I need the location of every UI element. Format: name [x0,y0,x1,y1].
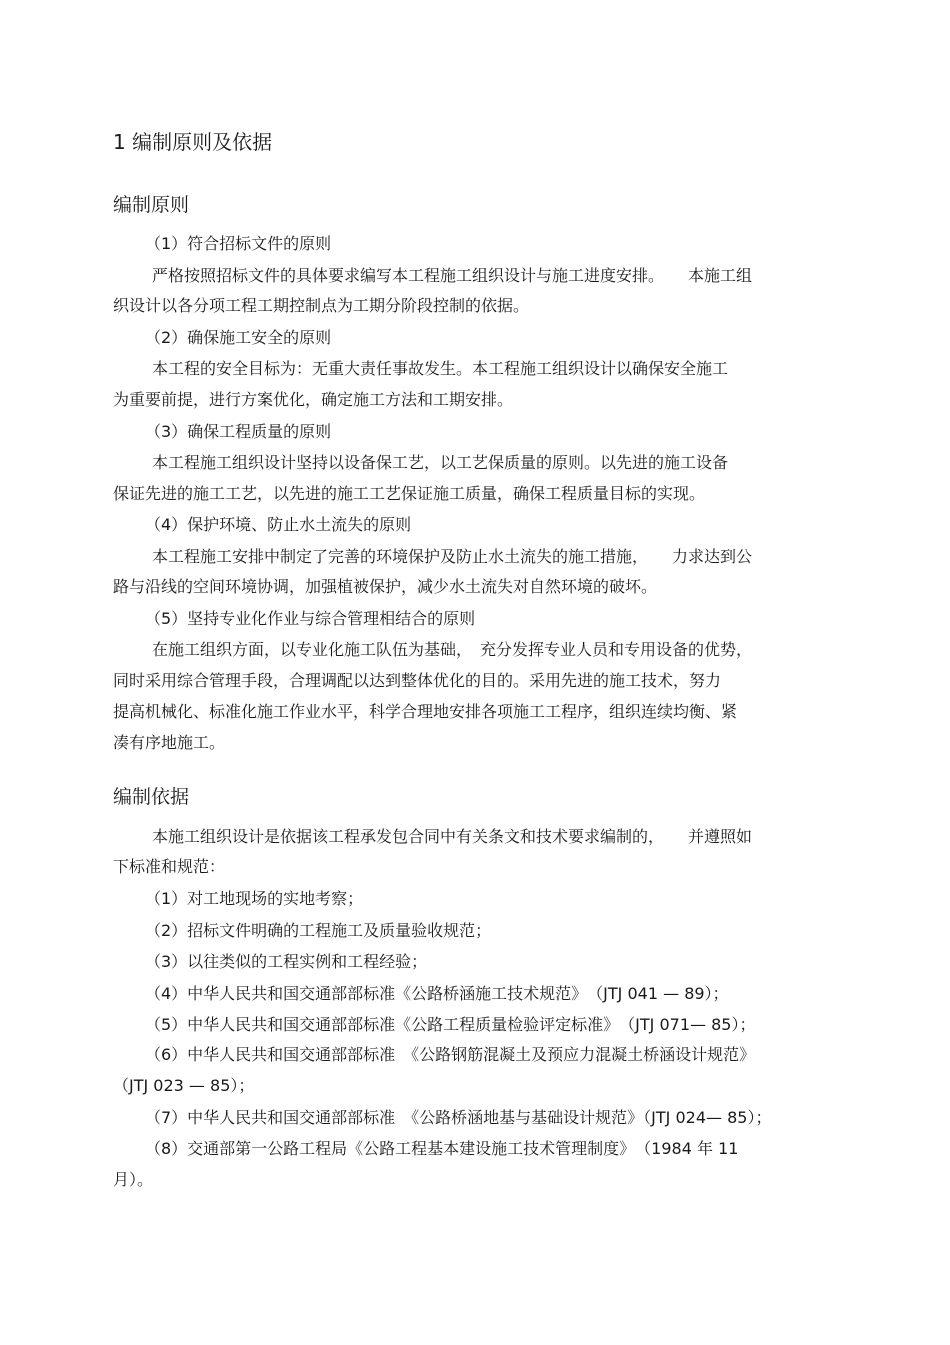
principle-label: （4）保护环境、防止水土流失的原则 [145,515,412,534]
basis-item: （6）中华人民共和国交通部部标准 《公路钢筋混凝土及预应力混凝土桥涵设计规范》 [145,1045,756,1064]
principle-label: （5）坚持专业化作业与综合管理相结合的原则 [145,609,476,628]
paragraph-line: 保证先进的施工工艺，以先进的施工工艺保证施工质量，确保工程质量目标的实现。 [113,484,706,503]
paragraph-line: 提高机械化、标准化施工作业水平，科学合理地安排各项施工工程序，组织连续均衡、紧 [113,702,738,721]
principle-label: （3）确保工程质量的原则 [145,422,332,441]
paragraph-line: 严格按照招标文件的具体要求编写本工程施工组织设计与施工进度安排。 本施工组 [152,266,753,285]
basis-item-continuation: （JTJ 023 — 85）； [113,1076,255,1095]
paragraph-line: 凑有序地施工。 [113,733,226,752]
basis-item: （1）对工地现场的实地考察； [145,889,364,908]
paragraph-line: 本施工组织设计是依据该工程承发包合同中有关条文和技术要求编制的， 并遵照如 [152,827,753,846]
subsection-title-basis: 编制依据 [113,786,190,808]
basis-item: （2）招标文件明确的工程施工及质量验收规范； [145,921,492,940]
section-heading: 1 编制原则及依据 [113,130,273,154]
paragraph-line: 下标准和规范： [113,857,226,876]
paragraph-line: 织设计以各分项工程工期控制点为工期分阶段控制的依据。 [113,296,530,315]
basis-item: （4）中华人民共和国交通部部标准《公路桥涵施工技术规范》 （JTJ 041 — 89）； [145,984,729,1003]
basis-item: （5）中华人民共和国交通部部标准《公路工程质量检验评定标准》 （JTJ 071— 85）； [145,1015,756,1034]
paragraph-line: 本工程施工组织设计坚持以设备保工艺，以工艺保质量的原则。以先进的施工设备 [152,453,729,472]
paragraph-line: 为重要前提，进行方案优化，确定施工方法和工期安排。 [113,390,514,409]
paragraph-line: 本工程施工安排中制定了完善的环境保护及防止水土流失的施工措施， 力求达到公 [152,547,753,566]
basis-item: （8）交通部第一公路工程局《公路工程基本建设施工技术管理制度》 （1984 年 11 [145,1139,739,1158]
principle-label: （1）符合招标文件的原则 [145,234,332,253]
basis-item: （7）中华人民共和国交通部部标准 《公路桥涵地基与基础设计规范》（JTJ 024— 85）； [145,1108,772,1127]
basis-item: （3）以往类似的工程实例和工程经验； [145,952,428,971]
subsection-title-principles: 编制原则 [113,194,190,216]
paragraph-line: 路与沿线的空间环境协调，加强植被保护，减少水土流失对自然环境的破坏。 [113,577,658,596]
paragraph-line: 同时采用综合管理手段，合理调配以达到整体优化的目的。采用先进的施工技术，努力 [113,671,722,690]
paragraph-line: 在施工组织方面，以专业化施工队伍为基础， 充分发挥专业人员和专用设备的优势， [152,640,753,659]
paragraph-line: 本工程的安全目标为：无重大责任事故发生。本工程施工组织设计以确保安全施工 [152,359,729,378]
principle-label: （2）确保施工安全的原则 [145,328,332,347]
basis-item-continuation: 月）。 [113,1170,154,1189]
